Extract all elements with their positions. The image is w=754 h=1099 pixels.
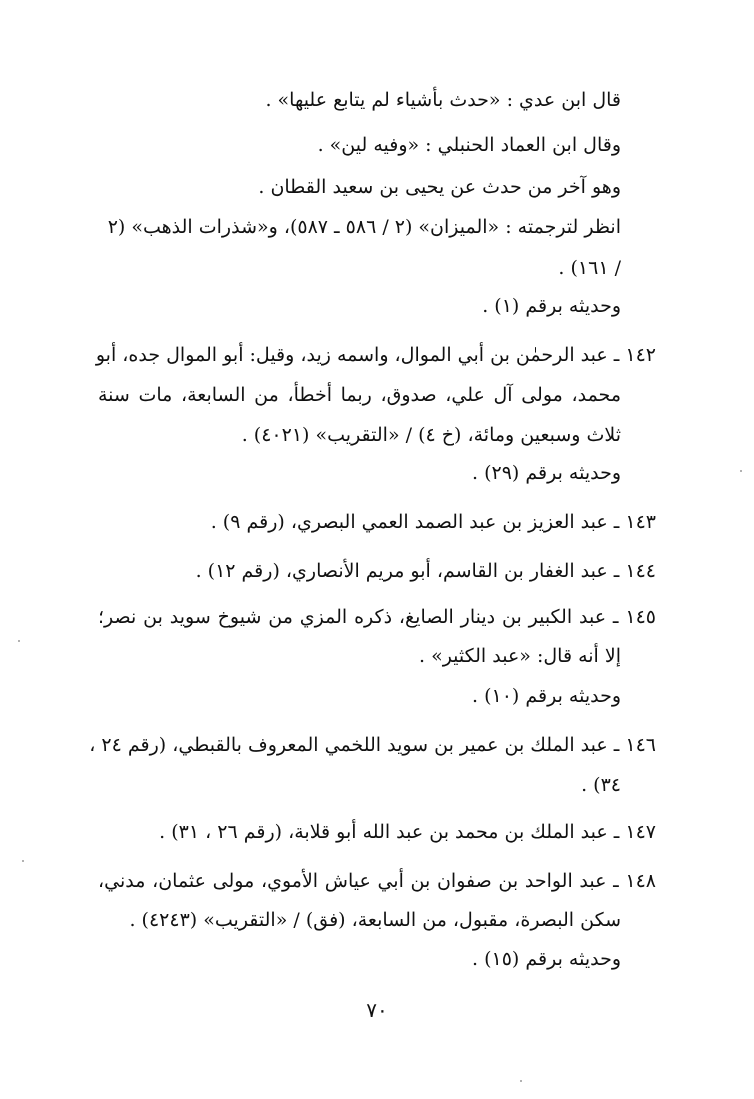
entry-148-line: ١٤٨ ـ عبد الواحد بن صفوان بن أبي عياش الأموي، مولى عثمان، مدني، [98,870,656,892]
scan-speck [520,1080,522,1082]
entry-146-line: ١٤٦ ـ عبد الملك بن عمير بن سويد اللخمي المعروف بالقبطي، (رقم ٢٤ ، [89,734,656,756]
entry-142-line: محمد، مولى آل علي، صدوق، ربما أخطأ، من السابعة، مات سنة [98,384,621,406]
entry-142-line: ١٤٢ ـ عبد الرحمٰن بن أبي الموال، واسمه زيد، وقيل: أبو الموال جده، أبو [95,344,656,366]
text-line: / ١٦١) . [558,257,621,279]
scan-speck [740,470,742,472]
text-line: وقال ابن العماد الحنبلي : «وفيه لين» . [317,134,621,156]
entry-143-line: ١٤٣ ـ عبد العزيز بن عبد الصمد العمي البصري، (رقم ٩) . [210,511,656,533]
text-line: قال ابن عدي : «حدث بأشياء لم يتابع عليها» . [265,89,621,111]
entry-142-line: وحديثه برقم (٢٩) . [471,462,621,484]
entry-145-line: وحديثه برقم (١٠) . [471,685,621,707]
text-line: وحديثه برقم (١) . [482,295,621,317]
entry-146-line: ٣٤) . [581,774,621,796]
text-line: وهو آخر من حدث عن يحيى بن سعيد القطان . [258,176,621,198]
entry-147-line: ١٤٧ ـ عبد الملك بن محمد بن عبد الله أبو قلابة، (رقم ٢٦ ، ٣١) . [159,821,656,843]
entry-142-line: ثلاث وسبعين ومائة، (خ ٤) / «التقريب» (٤٠٢١) . [241,424,621,446]
page-number: ٧٠ [366,998,388,1022]
text-line: انظر لترجمته : «الميزان» (٢ / ٥٨٦ ـ ٥٨٧)، و«شذرات الذهب» (٢ [107,216,621,238]
entry-145-line: ١٤٥ ـ عبد الكبير بن دينار الصايغ، ذكره المزي من شيوخ سويد بن نصر؛ [98,606,656,628]
entry-148-line: سكن البصرة، مقبول، من السابعة، (فق) / «التقريب» (٤٢٤٣) . [129,909,621,931]
scan-speck [22,860,24,862]
scan-speck [18,640,20,642]
entry-144-line: ١٤٤ ـ عبد الغفار بن القاسم، أبو مريم الأنصاري، (رقم ١٢) . [195,560,656,582]
entry-148-line: وحديثه برقم (١٥) . [471,948,621,970]
entry-145-line: إلا أنه قال: «عبد الكثير» . [419,645,621,667]
